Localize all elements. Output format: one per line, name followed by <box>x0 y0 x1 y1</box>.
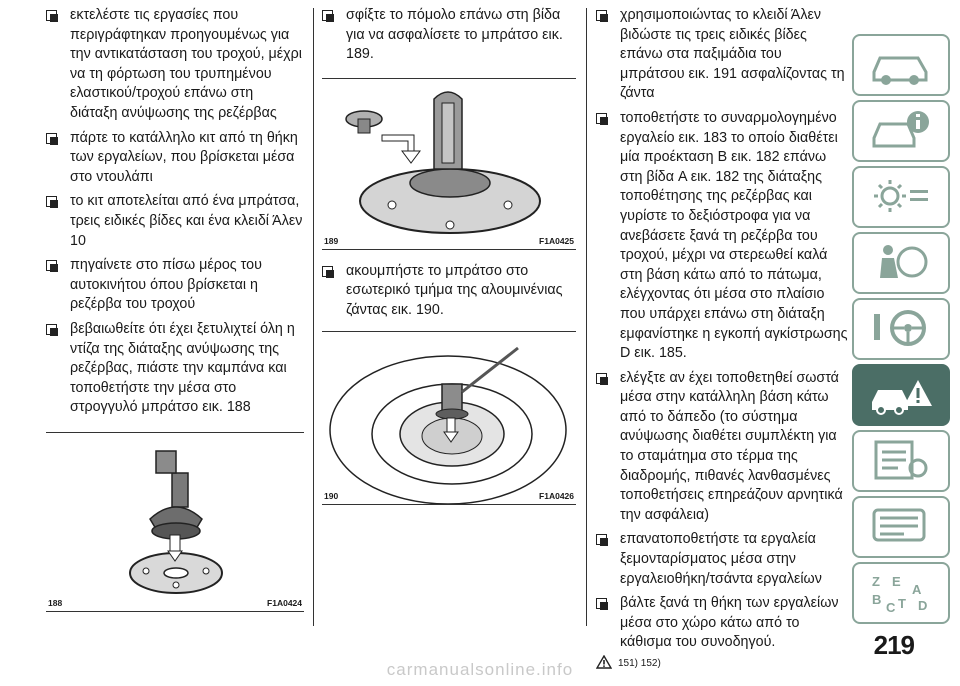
figure-code: F1A0425 <box>539 235 574 246</box>
checkbox-bullet-icon <box>596 598 607 609</box>
checkbox-bullet-icon <box>596 113 607 124</box>
checkbox-bullet-icon <box>46 324 57 335</box>
step-item <box>596 109 848 364</box>
index-letter: E <box>892 574 901 589</box>
index-letter: A <box>912 582 922 597</box>
column-divider <box>313 8 314 626</box>
step-text: χρησιμοποιώντας το κλειδί Άλεν βιδώστε τις τρεις ειδικές βίδες επάνω στα παξιμάδια του μπράτσου εικ. 191 ασφαλίζοντας τη ζάντα <box>620 7 845 102</box>
step-item <box>322 262 576 321</box>
chapter-tab-info[interactable] <box>852 100 950 162</box>
figure-code: F1A0426 <box>539 490 574 501</box>
step-item <box>46 320 304 418</box>
breakdown-icon <box>868 372 934 416</box>
checkbox-bullet-icon <box>46 10 57 21</box>
step-text: βάλτε ξανά τη θήκη των εργαλείων μέσα στο χώρο κάτω από το κάθισμα του συνοδηγού. <box>620 595 839 651</box>
step-item <box>46 192 304 251</box>
checkbox-bullet-icon <box>46 133 57 144</box>
checkbox-bullet-icon <box>596 373 607 384</box>
step-text: πάρτε το κατάλληλο κιτ από τη θήκη των εργαλείων, που βρίσκεται μέσα στο ντουλάπι <box>70 129 298 185</box>
step-item <box>46 129 304 188</box>
figure-189 <box>322 78 576 250</box>
step-text: το κιτ αποτελείται από ένα μπράτσα, τρεις ειδικές βίδες και ένα κλειδί Άλεν 10 <box>70 193 303 249</box>
instruction-list <box>46 6 304 418</box>
instruction-list <box>322 262 576 321</box>
chapter-tab-airbag[interactable] <box>852 232 950 294</box>
figure-190 <box>322 331 576 505</box>
step-text: εκτελέστε τις εργασίες που περιγράφτηκαν προηγουμένως για την αντικατάσταση του τροχού, μέχρι να τη φόρτωση του τρυπημένου ελαστικού/τροχού επάνω στη διάταξη ανύψωσης της ρεζέρβας <box>70 7 302 121</box>
step-item <box>46 6 304 124</box>
chapter-tab-specs[interactable] <box>852 430 950 492</box>
checkbox-bullet-icon <box>46 260 57 271</box>
specs-icon <box>868 438 934 482</box>
step-item <box>596 6 848 104</box>
step-item <box>46 256 304 315</box>
index-letter: B <box>872 592 882 607</box>
column-1 <box>46 6 304 612</box>
step-text: ακουμπήστε το μπράτσο στο εσωτερικό τμήμα της αλουμινένιας ζάντας εικ. 190. <box>346 262 563 318</box>
watermark: carmanualsonline.info <box>386 660 574 679</box>
column-divider <box>586 8 587 626</box>
step-item <box>322 6 576 65</box>
media-icon <box>868 504 934 548</box>
index-letter: D <box>918 598 928 613</box>
instruction-list <box>322 6 576 65</box>
step-item <box>596 369 848 526</box>
chapter-tab-media[interactable] <box>852 496 950 558</box>
knob-tightening-illustration <box>322 79 576 249</box>
warning-refs-text: 151) 152) <box>618 658 661 669</box>
chapter-tab-breakdown[interactable] <box>852 364 950 426</box>
figure-number: 188 <box>48 597 63 608</box>
instruction-list <box>596 6 848 653</box>
spare-wheel-bracket-illustration <box>46 433 304 611</box>
column-2 <box>322 6 576 505</box>
step-item <box>596 530 848 589</box>
step-text: σφίξτε το πόμολο επάνω στη βίδα για να ασφαλίσετε το μπράτσο εικ. 189. <box>346 7 563 63</box>
figure-188 <box>46 432 304 612</box>
index-letter: C <box>886 600 896 614</box>
index-icon <box>868 570 934 614</box>
step-text: ελέγξτε αν έχει τοποθετηθεί σωστά μέσα στην κατάλληλη βάση κάτω από το δάπεδο (το σύστημα ανύψωσης διαθέτει συμπλέκτη για το σταμάτημα στο τέρμα της διαδρομής, πιθανές λανθασμένες τοποθετήσεις επηρεάζουν αρνητικά την ασφάλεια) <box>620 369 843 523</box>
figure-code: F1A0424 <box>267 597 302 608</box>
column-3 <box>596 6 848 669</box>
figure-number: 189 <box>324 235 339 246</box>
checkbox-bullet-icon <box>322 10 333 21</box>
checkbox-bullet-icon <box>596 10 607 21</box>
warning-lights-icon <box>868 174 934 218</box>
step-text: τοποθετήστε το συναρμολογημένο εργαλείο εικ. 183 το οποίο διαθέτει μία προέκταση B εικ. 182 επάνω στη βίδα A εικ. 182 της διάταξης τοποθέτησης της ρεζέρβας και γυρίστε το δεξιόστροφα για να ανεβάσετε ξανά τη ρεζέρβα του τροχού, μέχρι να στερεωθεί καλά στη βάση κάτω από το πάτωμα, ελέγχοντας ότι μέσα στο πλαίσιο που υπάρχει επάνω στη διάταξη εμφανίστηκε η εγκοπή αγκίστρωσης D εικ. 185. <box>620 109 848 362</box>
figure-number: 190 <box>324 490 339 501</box>
step-item <box>596 594 848 653</box>
car-icon <box>868 42 934 86</box>
checkbox-bullet-icon <box>596 534 607 545</box>
info-icon <box>868 108 934 152</box>
checkbox-bullet-icon <box>46 196 57 207</box>
page-number: 219 <box>873 630 914 660</box>
steering-icon <box>868 306 934 350</box>
chapter-tab-steering[interactable] <box>852 298 950 360</box>
chapter-tab-index[interactable] <box>852 562 950 624</box>
index-letter: Z <box>872 574 880 589</box>
chapter-tab-warning-lights[interactable] <box>852 166 950 228</box>
rim-mounting-illustration <box>322 332 576 504</box>
step-text: επανατοποθετήστε τα εργαλεία ξεμονταρίσματος μέσα στην εργαλειοθήκη/τσάντα εργαλείων <box>620 531 822 587</box>
index-letter: T <box>898 596 906 611</box>
step-text: πηγαίνετε στο πίσω μέρος του αυτοκινήτου όπου βρίσκεται η ρεζέρβα του τροχού <box>70 257 262 313</box>
airbag-icon <box>868 240 934 284</box>
checkbox-bullet-icon <box>322 266 333 277</box>
step-text: βεβαιωθείτε ότι έχει ξετυλιχτεί όλη η ντίζα της διάταξης ανύψωσης της ρεζέρβας, πιάστε την καμπάνα και τοποθετήστε την μέσα στο στρογγυλό μπράτσο εικ. 188 <box>70 320 295 416</box>
chapter-tab-car[interactable] <box>852 34 950 96</box>
